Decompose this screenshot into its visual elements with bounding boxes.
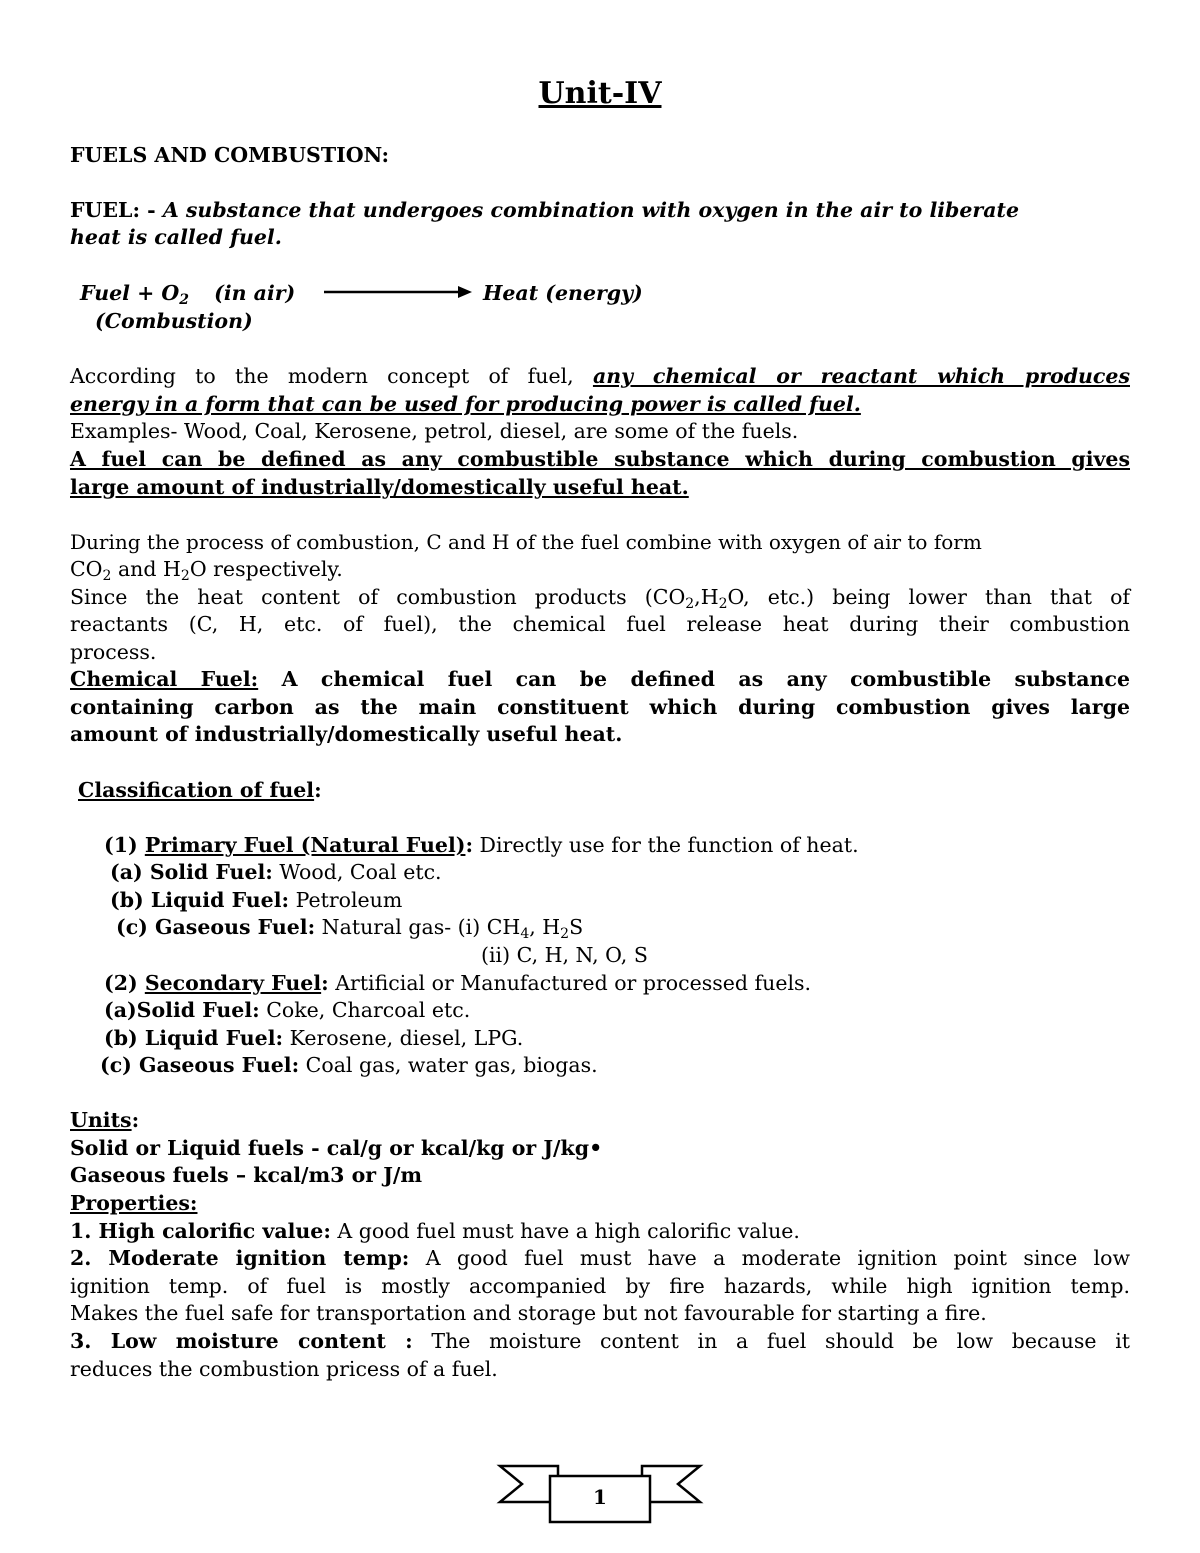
arrow-icon bbox=[322, 284, 472, 300]
equation-note: (Combustion) bbox=[95, 309, 253, 333]
property-1: 1. High calorific value: A good fuel must have a high calorific value. bbox=[70, 1219, 800, 1243]
fuel-definition-line1 bbox=[70, 197, 1019, 224]
section-heading: FUELS AND COMBUSTION: bbox=[70, 143, 390, 167]
property-2: 2. Moderate ignition temp: A good fuel must have a moderate ignition point since low bbox=[70, 1246, 1130, 1270]
equation-lhs: Fuel + $O_2$ (in air) bbox=[80, 281, 296, 308]
fuel-defined-line2: large amount of industrially/domestically useful heat. bbox=[70, 475, 689, 499]
primary-fuel: (1) Primary Fuel (Natural Fuel): Directly use for the function of heat. bbox=[104, 833, 859, 857]
chemical-fuel-line3: amount of industrially/domestically useful heat. bbox=[70, 722, 623, 746]
property-3: 3. Low moisture content : The moisture content in a fuel should be low because it bbox=[70, 1329, 1130, 1353]
chemical-fuel-label: Chemical Fuel: bbox=[70, 667, 259, 691]
fuel-label: FUEL: - bbox=[70, 198, 163, 222]
process-line1: During the process of combustion, C and H of the fuel combine with oxygen of air to form bbox=[70, 530, 982, 554]
fuel-definition-text: A substance that undergoes combination with oxygen in the air to liberate bbox=[162, 198, 1020, 222]
equation-rhs: Heat (energy) bbox=[483, 281, 643, 305]
heat-content-line1: Since the heat content of combustion products ($CO_2,H_2O$, etc.) being lower than that of bbox=[70, 585, 1130, 612]
units-gaseous: Gaseous fuels – kcal/m3 or J/m bbox=[70, 1163, 423, 1187]
primary-liquid: (b) Liquid Fuel: Petroleum bbox=[110, 888, 403, 912]
fuel-defined-line1: A fuel can be defined as any combustible substance which during combustion gives bbox=[70, 447, 1130, 471]
primary-fuel-label: Primary Fuel (Natural Fuel) bbox=[144, 833, 466, 857]
units-solid: Solid or Liquid fuels - cal/g or kcal/kg or J/kg• bbox=[70, 1136, 603, 1160]
secondary-liquid: (b) Liquid Fuel: Kerosene, diesel, LPG. bbox=[104, 1026, 524, 1050]
process-line2: $CO_2$ and $H_2O$ respectively. bbox=[70, 557, 343, 584]
fuel-definition-line2: heat is called fuel. bbox=[70, 225, 282, 249]
classification-heading: Classification of fuel: bbox=[78, 778, 322, 802]
primary-solid: (a) Solid Fuel: Wood, Coal etc. bbox=[110, 860, 442, 884]
secondary-gaseous: (c) Gaseous Fuel: Coal gas, water gas, biogas. bbox=[100, 1053, 598, 1077]
equation-fuel: Fuel + O bbox=[80, 281, 180, 305]
secondary-fuel: (2) Secondary Fuel: Artificial or Manufactured or processed fuels. bbox=[104, 971, 812, 995]
examples: Examples- Wood, Coal, Kerosene, petrol, diesel, are some of the fuels. bbox=[70, 419, 799, 443]
equation-air: (in air) bbox=[214, 281, 296, 305]
modern-definition: any chemical or reactant which produces bbox=[592, 364, 1130, 388]
page-number: 1 bbox=[593, 1485, 607, 1509]
modern-definition-line2: energy in a form that can be used for producing power is called fuel. bbox=[70, 392, 861, 416]
property-3-line2: reduces the combustion pricess of a fuel. bbox=[70, 1357, 498, 1381]
primary-gaseous-line2: (ii) C, H, N, O, S bbox=[481, 943, 648, 967]
modern-concept-line1: According to the modern concept of fuel, any chemical or reactant which produces bbox=[70, 364, 1130, 388]
properties-heading: Properties: bbox=[70, 1191, 198, 1215]
property-2-line3: Makes the fuel safe for transportation and storage but not favourable for starting a fire. bbox=[70, 1301, 987, 1325]
heat-content-line3: process. bbox=[70, 640, 157, 664]
units-heading: Units: bbox=[70, 1108, 140, 1132]
chemical-fuel-line1: Chemical Fuel: A chemical fuel can be defined as any combustible substance bbox=[70, 667, 1131, 691]
heat-content-line2: reactants (C, H, etc. of fuel), the chemical fuel release heat during their combustion bbox=[70, 612, 1130, 636]
primary-gaseous: (c) Gaseous Fuel: Natural gas- (i) $CH_4$, $H_2S$ bbox=[116, 915, 584, 942]
secondary-fuel-label: Secondary Fuel bbox=[144, 971, 322, 995]
chemical-fuel-line2: containing carbon as the main constituent which during combustion gives large bbox=[70, 695, 1130, 719]
secondary-solid: (a)Solid Fuel: Coke, Charcoal etc. bbox=[104, 998, 471, 1022]
property-2-line2: ignition temp. of fuel is mostly accompanied by fire hazards, while high ignition temp. bbox=[70, 1274, 1130, 1298]
page-title: Unit-IV bbox=[538, 76, 662, 111]
